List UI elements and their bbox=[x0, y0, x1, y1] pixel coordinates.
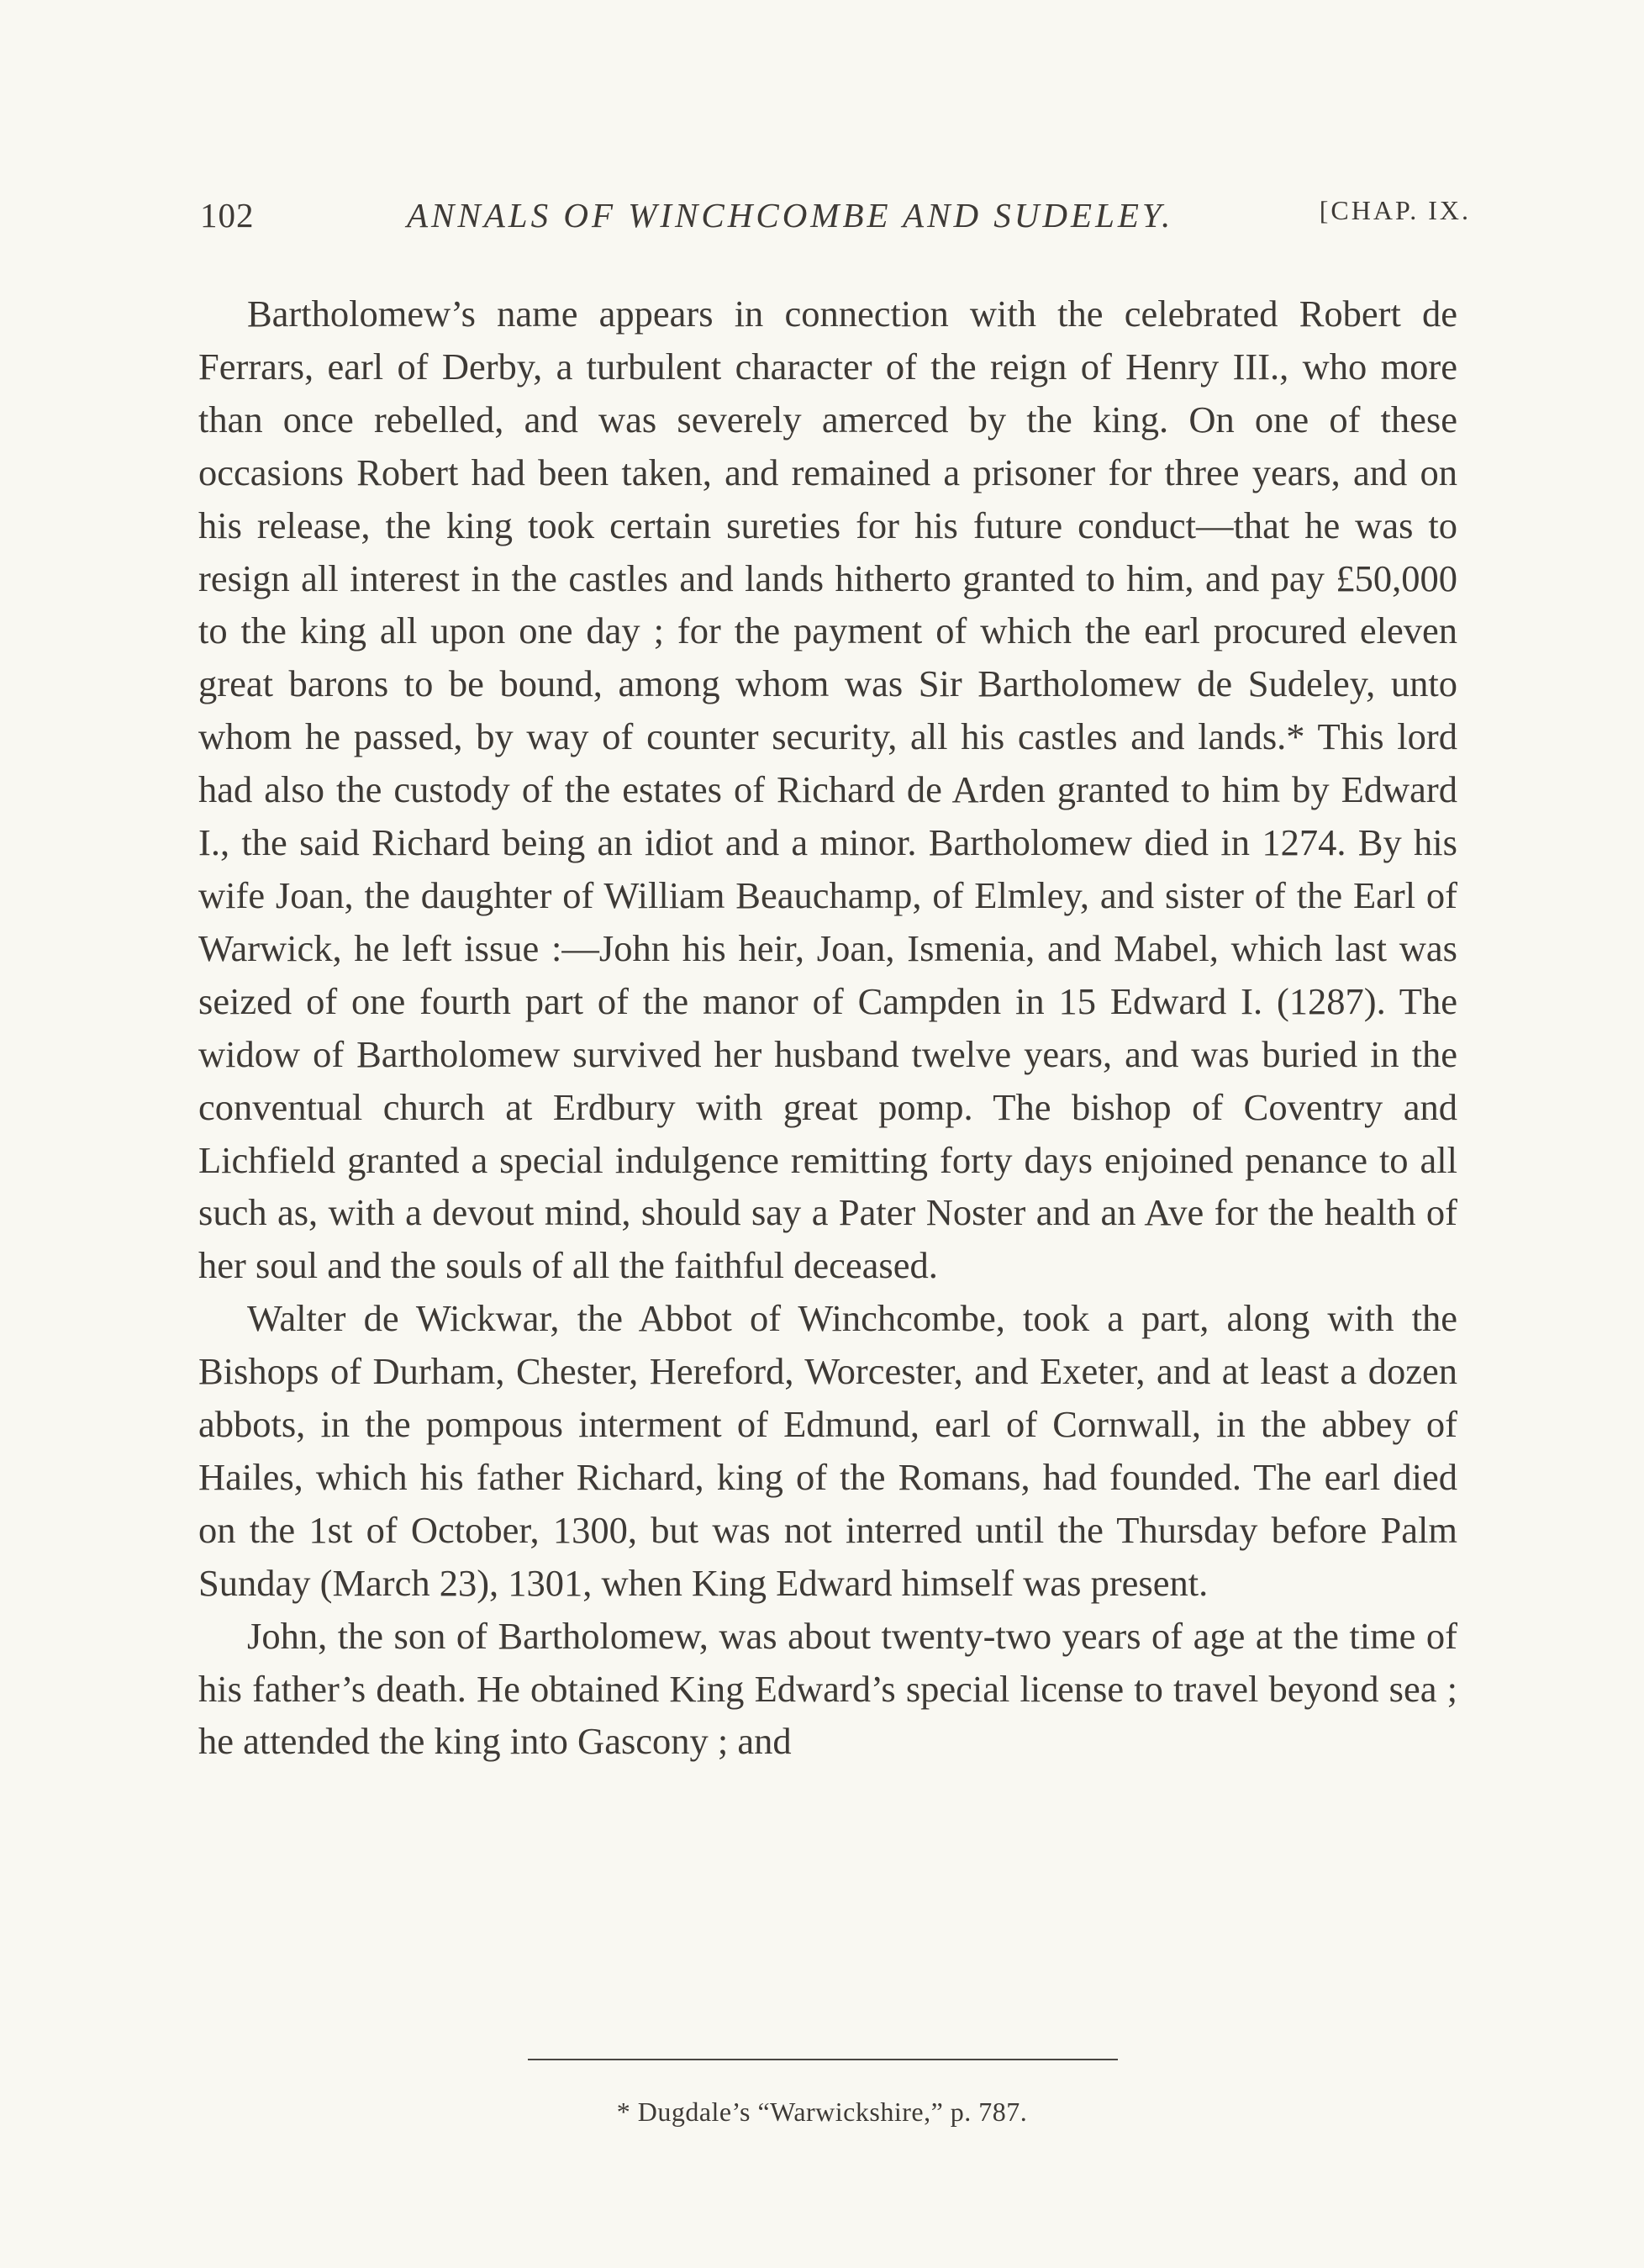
body-text bbox=[198, 287, 1457, 1768]
page-number: 102 bbox=[200, 196, 255, 235]
chapter-label: [CHAP. IX. bbox=[1319, 195, 1471, 225]
paragraph-walter-de-wickwar: Walter de Wickwar, the Abbot of Winchcombe, took a part, along with the Bishops of Durham, Chester, Hereford, Worcester, and Exeter, and at least a dozen abbots, in the pompous interment of Edmund, earl of Cornwall, in the abbey of Hailes, which his father Richard, king of the Romans, had founded. The earl died on the 1st of October, 1300, but was not interred until the Thursday before Palm Sunday (March 23), 1301, when King Edward himself was present. bbox=[198, 1297, 1457, 1604]
paragraph-bartholomew: Bartholomew’s name appears in connection with the celebrated Robert de Ferrars, earl of Derby, a turbulent character of the reign of Henry III., who more than once rebelled, and was severely amerced by the king. On one of these occasions Robert had been taken, and remained a prisoner for three years, and on his release, the king took certain sureties for his future conduct—that he was to resign all interest in the castles and lands hitherto granted to him, and pay £50,000 to the king all upon one day ; for the payment of which the earl procured eleven great barons to be bound, among whom was Sir Bartholomew de Sudeley, unto whom he passed, by way of counter security, all his castles and lands.* This lord had also the custody of the estates of Richard de Arden granted to him by Edward I., the said Richard being an idiot and a minor. Bartholomew died in 1274. By his wife Joan, the daughter of William Beauchamp, of Elmley, and sister of the Earl of Warwick, he left issue :—John his heir, Joan, Ismenia, and Mabel, which last was seized of one fourth part of the manor of Campden in 15 Edward I. (1287). The widow of Bartholomew survived her husband twelve years, and was buried in the conventual church at Erdbury with great pomp. The bishop of Coventry and Lichfield granted a special indulgence remitting forty days enjoined penance to all such as, with a devout mind, should say a Pater Noster and an Ave for the health of her soul and the souls of all the faithful deceased. bbox=[198, 293, 1457, 1287]
footnote: * Dugdale’s “Warwickshire,” p. 787. bbox=[616, 2097, 1028, 2127]
running-title: ANNALS OF WINCHCOMBE AND SUDELEY. bbox=[407, 196, 1174, 235]
running-header bbox=[200, 195, 1471, 245]
footnote-divider bbox=[528, 2059, 1118, 2060]
paragraph-john: John, the son of Bartholomew, was about twenty-two years of age at the time of his father’s death. He obtained King Edward’s special license to travel beyond sea ; he attended the king into Gascony ; and bbox=[198, 1614, 1457, 1763]
